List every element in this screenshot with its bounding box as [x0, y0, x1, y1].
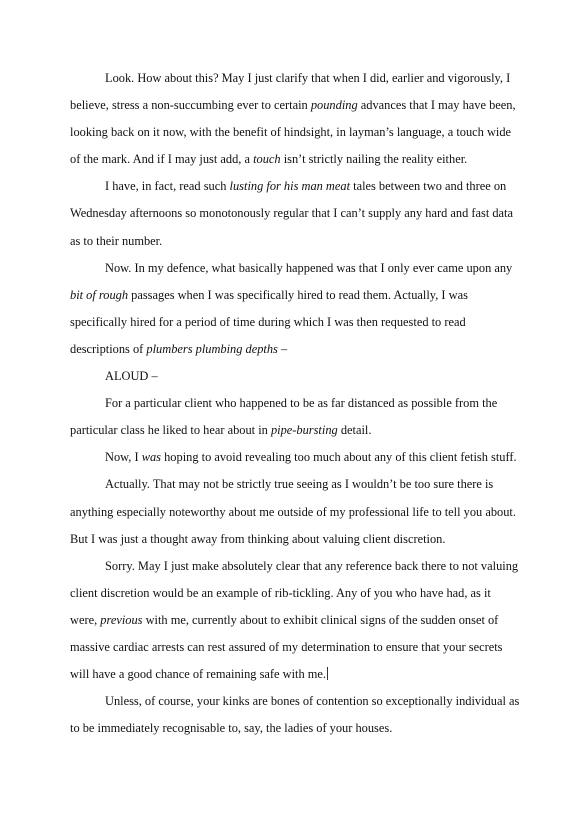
text-run: detail.	[337, 423, 372, 438]
text-cursor	[327, 667, 328, 680]
paragraph	[70, 363, 520, 390]
paragraph	[70, 553, 520, 688]
text-run: advances that I may have been, looking back on it now, with the benefit of hindsight, in layman’s language, a touch wide of the mark. And if I may just add, a	[70, 98, 516, 167]
text-run: Sorry. May I just make absolutely clear that any reference back there to not valuing client discretion would be an example of rib-tickling. Any of you who have had, as it were,	[70, 558, 519, 627]
text-run: with me, currently about to exhibit clinical signs of the sudden onset of massive cardiac arrests can rest assured of my determination to ensure that your secrets will have a good chance of remaining safe with me.	[70, 612, 503, 682]
paragraph	[70, 471, 520, 552]
italic-text-run: touch	[253, 152, 281, 167]
text-run: Now. In my defence, what basically happened was that I only ever came upon any	[105, 260, 513, 275]
text-run: Now, I	[105, 450, 142, 465]
paragraph	[70, 444, 520, 471]
text-run: hoping to avoid revealing too much about any of this client fetish stuff.	[161, 450, 517, 465]
italic-text-run: pounding	[310, 98, 358, 113]
text-run: –	[277, 341, 288, 356]
text-run: Unless, of course, your kinks are bones of contention so exceptionally individual as to be immediately recognisable to, say, the ladies of your houses.	[70, 694, 520, 736]
text-run: ALOUD –	[105, 369, 158, 384]
paragraph	[70, 65, 520, 173]
italic-text-run: was	[141, 450, 162, 465]
italic-text-run: plumbers plumbing depths	[146, 341, 278, 356]
paragraph	[70, 173, 520, 254]
italic-text-run: bit of rough	[70, 287, 129, 302]
paragraph	[70, 390, 520, 444]
paragraph	[70, 255, 520, 363]
text-run: isn’t strictly nailing the reality either.	[280, 152, 468, 167]
text-run: I have, in fact, read such	[105, 179, 230, 194]
paragraph	[70, 688, 520, 742]
document-body[interactable]	[70, 65, 520, 742]
italic-text-run: lusting for his man meat	[229, 179, 351, 194]
text-run: tales between two and three on Wednesday afternoons so monotonously regular that I can’t supply any hard and fast data as to their number.	[70, 179, 513, 248]
italic-text-run: previous	[100, 612, 143, 627]
text-run: passages when I was specifically hired to read them. Actually, I was specifically hired for a period of time during which I was then requested to read descriptions of	[70, 287, 468, 356]
text-run: Look. How about this? May I just clarify that when I did, earlier and vigorously, I believe, stress a non-succumbing ever to certain	[70, 71, 511, 113]
text-run: Actually. That may not be strictly true seeing as I wouldn’t be too sure there is anything especially noteworthy about me outside of my professional life to tell you about. But I was just a thought away from thinking about valuing client discretion.	[70, 477, 516, 546]
italic-text-run: pipe-bursting	[270, 423, 338, 438]
text-run: For a particular client who happened to be as far distanced as possible from the particular class he liked to hear about in	[70, 396, 498, 438]
